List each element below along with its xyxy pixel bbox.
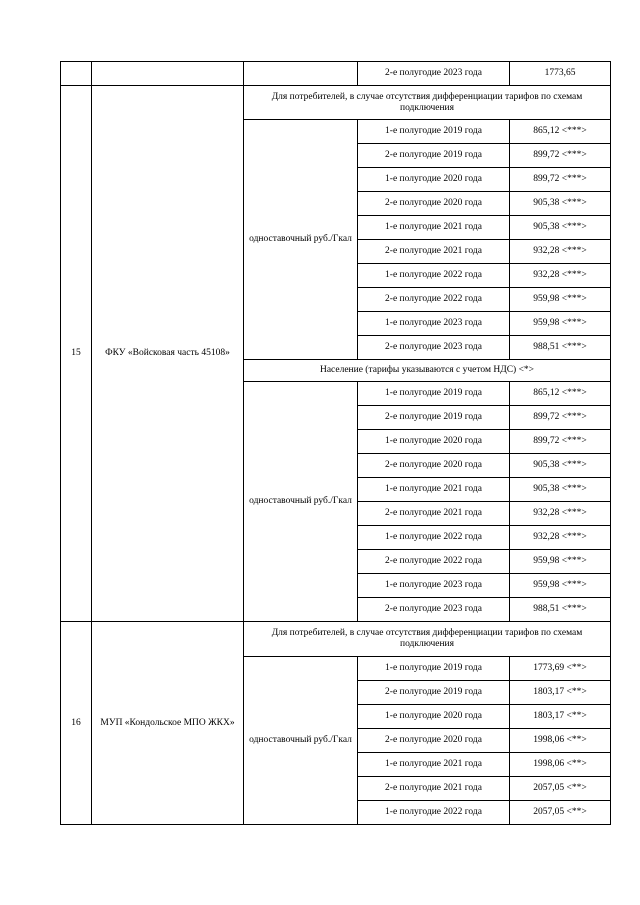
tariff-value-cell: 1998,06 <**> (510, 753, 611, 777)
group-header: Для потребителей, в случае отсутствия дифференциации тарифов по схемам подключения (244, 622, 611, 657)
period-cell: 1-е полугодие 2022 года (358, 264, 510, 288)
tariff-unit: одноставочный руб./Гкал (244, 657, 358, 825)
period-cell: 2-е полугодие 2020 года (358, 729, 510, 753)
period-cell: 1-е полугодие 2021 года (358, 753, 510, 777)
tariff-table (60, 61, 611, 825)
tariff-value-cell: 905,38 <***> (510, 478, 611, 502)
period-cell: 1-е полугодие 2023 года (358, 574, 510, 598)
table-row (61, 86, 611, 120)
period-cell: 2-е полугодие 2023 года (358, 598, 510, 622)
period-cell: 2-е полугодие 2019 года (358, 144, 510, 168)
organization-name: МУП «Кондольское МПО ЖКХ» (92, 622, 244, 825)
tariff-value-cell: 899,72 <***> (510, 406, 611, 430)
period-cell: 1-е полугодие 2021 года (358, 216, 510, 240)
org-cell (92, 62, 244, 86)
group-header: Население (тарифы указываются с учетом НДС) <*> (244, 360, 611, 382)
tariff-value-cell: 905,38 <***> (510, 454, 611, 478)
tariff-value-cell: 932,28 <***> (510, 502, 611, 526)
period-cell: 2-е полугодие 2019 года (358, 406, 510, 430)
tariff-value-cell: 932,28 <***> (510, 240, 611, 264)
period-cell: 2-е полугодие 2020 года (358, 454, 510, 478)
tariff-value-cell: 899,72 <***> (510, 168, 611, 192)
tariff-value-cell: 1803,17 <**> (510, 681, 611, 705)
num-cell (61, 62, 92, 86)
tariff-value-cell: 905,38 <***> (510, 192, 611, 216)
period-cell: 1-е полугодие 2021 года (358, 478, 510, 502)
table-row (61, 622, 611, 657)
period-cell: 2-е полугодие 2021 года (358, 502, 510, 526)
period-cell: 1-е полугодие 2019 года (358, 120, 510, 144)
period-cell: 1-е полугодие 2023 года (358, 312, 510, 336)
tariff-value-cell: 959,98 <***> (510, 288, 611, 312)
tariff-value-cell: 1803,17 <**> (510, 705, 611, 729)
tariff-value-cell: 905,38 <***> (510, 216, 611, 240)
period-cell: 1-е полугодие 2020 года (358, 705, 510, 729)
period-cell: 1-е полугодие 2019 года (358, 657, 510, 681)
group-header: Для потребителей, в случае отсутствия дифференциации тарифов по схемам подключения (244, 86, 611, 120)
period-cell: 2-е полугодие 2023 года (358, 336, 510, 360)
period-cell: 2-е полугодие 2020 года (358, 192, 510, 216)
period-cell: 2-е полугодие 2021 года (358, 777, 510, 801)
entry-number: 15 (61, 86, 92, 622)
period-cell: 2-е полугодие 2022 года (358, 550, 510, 574)
period-cell: 1-е полугодие 2022 года (358, 526, 510, 550)
table-row (61, 62, 611, 86)
period-cell: 2-е полугодие 2023 года (358, 62, 510, 86)
period-cell: 2-е полугодие 2022 года (358, 288, 510, 312)
tariff-value-cell: 899,72 <***> (510, 430, 611, 454)
period-cell: 2-е полугодие 2021 года (358, 240, 510, 264)
tariff-unit: одноставочный руб./Гкал (244, 120, 358, 360)
period-cell: 2-е полугодие 2019 года (358, 681, 510, 705)
tariff-value-cell: 959,98 <***> (510, 574, 611, 598)
unit-cell (244, 62, 358, 86)
tariff-value-cell: 1773,65 (510, 62, 611, 86)
entry-number: 16 (61, 622, 92, 825)
tariff-value-cell: 1773,69 <**> (510, 657, 611, 681)
period-cell: 1-е полугодие 2020 года (358, 430, 510, 454)
tariff-value-cell: 865,12 <***> (510, 120, 611, 144)
tariff-value-cell: 932,28 <***> (510, 264, 611, 288)
tariff-unit: одноставочный руб./Гкал (244, 382, 358, 622)
period-cell: 1-е полугодие 2019 года (358, 382, 510, 406)
period-cell: 1-е полугодие 2020 года (358, 168, 510, 192)
tariff-value-cell: 959,98 <***> (510, 550, 611, 574)
tariff-value-cell: 988,51 <***> (510, 598, 611, 622)
organization-name: ФКУ «Войсковая часть 45108» (92, 86, 244, 622)
tariff-value-cell: 899,72 <***> (510, 144, 611, 168)
tariff-value-cell: 2057,05 <**> (510, 777, 611, 801)
tariff-value-cell: 1998,06 <**> (510, 729, 611, 753)
tariff-value-cell: 988,51 <***> (510, 336, 611, 360)
tariff-value-cell: 865,12 <***> (510, 382, 611, 406)
tariff-value-cell: 2057,05 <**> (510, 801, 611, 825)
tariff-value-cell: 932,28 <***> (510, 526, 611, 550)
period-cell: 1-е полугодие 2022 года (358, 801, 510, 825)
tariff-value-cell: 959,98 <***> (510, 312, 611, 336)
